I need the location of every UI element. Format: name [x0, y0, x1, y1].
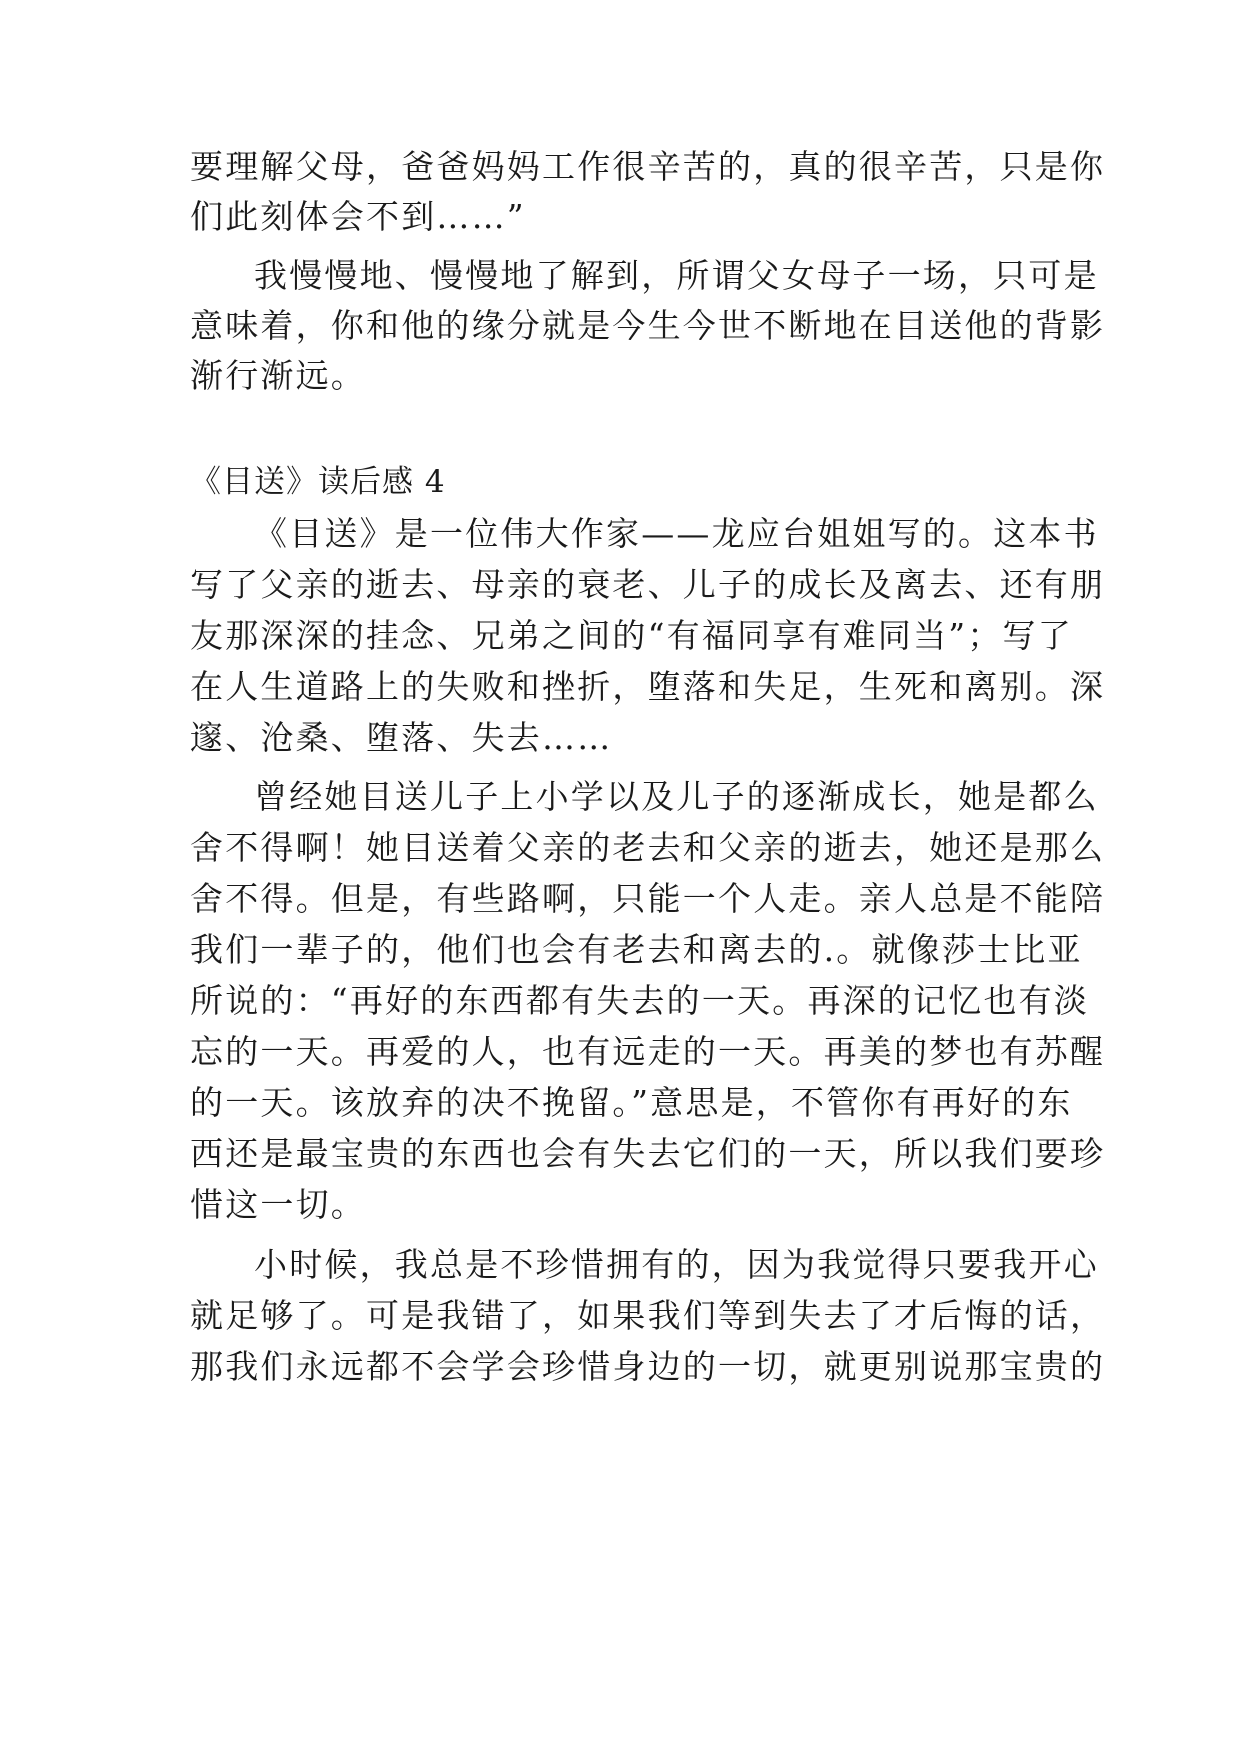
text-line: 惜这一切。 [190, 1185, 366, 1224]
text-line: 要理解父母，爸爸妈妈工作很辛苦的，真的很辛苦，只是你 [190, 147, 1106, 186]
text-line: 渐行渐远。 [190, 356, 366, 395]
text-line: 就足够了。可是我错了，如果我们等到失去了才后悔的话， [190, 1296, 1106, 1335]
text-line: 忘的一天。再爱的人，也有远走的一天。再美的梦也有苏醒 [190, 1032, 1106, 1071]
paragraph-first-line: 我慢慢地、慢慢地了解到，所谓父女母子一场，只可是 [254, 256, 1099, 295]
paragraph-first-line: 曾经她目送儿子上小学以及儿子的逐渐成长，她是都么 [254, 777, 1099, 816]
text-line: 在人生道路上的失败和挫折，堕落和失足，生死和离别。深 [190, 667, 1106, 706]
text-line: 所说的：“再好的东西都有失去的一天。再深的记忆也有淡 [190, 981, 1090, 1020]
paragraph-first-line: 小时候，我总是不珍惜拥有的，因为我觉得只要我开心 [254, 1245, 1099, 1284]
text-line: 我们一辈子的，他们也会有老去和离去的.。就像莎士比亚 [190, 930, 1083, 969]
text-line: 那我们永远都不会学会珍惜身边的一切，就更别说那宝贵的 [190, 1347, 1106, 1386]
text-line: 西还是最宝贵的东西也会有失去它们的一天，所以我们要珍 [190, 1134, 1106, 1173]
text-line: 舍不得。但是，有些路啊，只能一个人走。亲人总是不能陪 [190, 879, 1106, 918]
paragraph-first-line: 《目送》是一位伟大作家——龙应台姐姐写的。这本书 [254, 514, 1099, 553]
text-line: 舍不得啊！她目送着父亲的老去和父亲的逝去，她还是那么 [190, 828, 1106, 867]
text-line: 们此刻体会不到……” [190, 197, 526, 236]
section-heading: 《目送》读后感 4 [190, 464, 446, 500]
text-line: 意味着，你和他的缘分就是今生今世不断地在目送他的背影 [190, 306, 1106, 345]
text-line: 写了父亲的逝去、母亲的衰老、儿子的成长及离去、还有朋 [190, 565, 1106, 604]
text-line: 的一天。该放弃的决不挽留。”意思是，不管你有再好的东 [190, 1083, 1073, 1122]
text-line: 邃、沧桑、堕落、失去…… [190, 718, 613, 757]
text-line: 友那深深的挂念、兄弟之间的“有福同享有难同当”；写了 [190, 616, 1073, 655]
